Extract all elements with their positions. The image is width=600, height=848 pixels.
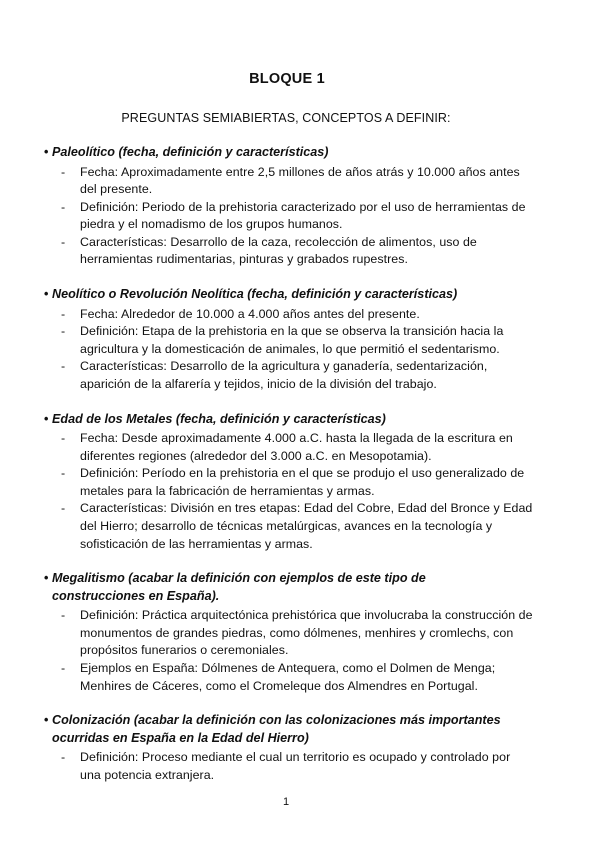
section-heading <box>44 712 520 747</box>
dash-marker: - <box>61 234 66 249</box>
dash-marker: - <box>61 359 66 374</box>
answer-item <box>44 199 534 234</box>
answer-list <box>44 164 534 270</box>
dash-marker: - <box>61 501 66 516</box>
answer-text: Definición: Etapa de la prehistoria en la que se observa la transición hacia la agricultura y la domesticación de animales, lo que permitió el sedentarismo. <box>80 324 504 356</box>
answer-text: Definición: Proceso mediante el cual un territorio es ocupado y controlado por una potencia extranjera. <box>80 750 511 782</box>
dash-marker: - <box>61 164 66 179</box>
answer-item <box>44 234 534 269</box>
answer-text: Características: Desarrollo de la caza, recolección de alimentos, uso de herramientas rudimentarias, pinturas y grabados rupestres. <box>80 234 477 267</box>
answer-item <box>44 306 534 324</box>
document-content <box>44 144 534 801</box>
answer-item <box>44 358 534 393</box>
question-section <box>44 286 534 393</box>
answer-text: Fecha: Desde aproximadamente 4.000 a.C. hasta la llegada de la escritura en diferentes regiones (alrededor del 3.000 a.C. en Mesopotamia). <box>80 431 513 463</box>
dash-marker: - <box>61 466 66 481</box>
answer-text: Fecha: Alrededor de 10.000 a 4.000 años antes del presente. <box>80 306 420 321</box>
section-heading-text: Paleolítico (fecha, definición y características) <box>52 145 329 159</box>
bullet-icon: • <box>44 713 49 728</box>
answer-item <box>44 465 534 500</box>
document-subtitle: PREGUNTAS SEMIABIERTAS, CONCEPTOS A DEFINIR: <box>121 111 451 125</box>
answer-item <box>44 430 534 465</box>
answer-text: Fecha: Aproximadamente entre 2,5 millones de años atrás y 10.000 años antes del presente. <box>80 164 520 197</box>
question-section <box>44 570 534 695</box>
bullet-icon: • <box>44 145 49 159</box>
answer-text: Definición: Período en la prehistoria en el que se produjo el uso generalizado de metales para la fabricación de herramientas y armas. <box>80 466 525 498</box>
section-heading-text: Neolítico o Revolución Neolítica (fecha, definición y características) <box>52 287 458 302</box>
answer-text: Definición: Práctica arquitectónica prehistórica que involucraba la construcción de monumentos de grandes piedras, como dólmenes, menhires y cromlechs, con propósitos funerarios o ceremoniales. <box>80 608 533 658</box>
answer-item <box>44 500 534 553</box>
dash-marker: - <box>61 199 66 214</box>
answer-text: Definición: Periodo de la prehistoria caracterizado por el uso de herramientas de piedra y el nomadismo de los grupos humanos. <box>80 199 526 232</box>
dash-marker: - <box>61 306 66 321</box>
section-heading <box>44 411 520 429</box>
question-section <box>44 144 534 269</box>
question-section <box>44 712 534 784</box>
section-heading <box>44 144 520 162</box>
answer-item <box>44 164 534 199</box>
answer-list <box>44 306 534 394</box>
answer-item <box>44 660 534 695</box>
dash-marker: - <box>61 750 66 765</box>
answer-list <box>44 430 534 553</box>
section-heading-text: Colonización (acabar la definición con las colonizaciones más importantes ocurridas en España en la Edad del Hierro) <box>52 713 501 745</box>
answer-item <box>44 323 534 358</box>
dash-marker: - <box>61 324 66 339</box>
answer-item <box>44 749 534 784</box>
answer-item <box>44 607 534 660</box>
answer-list <box>44 607 534 695</box>
dash-marker: - <box>61 608 66 623</box>
bullet-icon: • <box>44 571 49 586</box>
question-section <box>44 411 534 554</box>
answer-list <box>44 749 534 784</box>
page-number: 1 <box>282 796 290 808</box>
section-heading <box>44 570 520 605</box>
answer-text: Características: División en tres etapas: Edad del Cobre, Edad del Bronce y Edad del Hierro; desarrollo de técnicas metalúrgicas, avances en la tecnología y sofisticación de las herramientas y armas. <box>80 501 533 551</box>
bullet-icon: • <box>44 287 49 302</box>
section-heading <box>44 286 520 304</box>
dash-marker: - <box>61 431 66 446</box>
answer-text: Características: Desarrollo de la agricultura y ganadería, sedentarización, aparición de la alfarería y tejidos, inicio de la división del trabajo. <box>80 359 488 391</box>
bullet-icon: • <box>44 411 49 426</box>
dash-marker: - <box>61 660 66 675</box>
section-heading-text: Megalitismo (acabar la definición con ejemplos de este tipo de construcciones en España). <box>52 571 426 603</box>
document-title: BLOQUE 1 <box>249 71 325 87</box>
section-heading-text: Edad de los Metales (fecha, definición y características) <box>52 411 386 426</box>
answer-text: Ejemplos en España: Dólmenes de Antequera, como el Dolmen de Menga; Menhires de Cáceres, como el Cromeleque dos Almendres en Portugal. <box>80 660 496 693</box>
